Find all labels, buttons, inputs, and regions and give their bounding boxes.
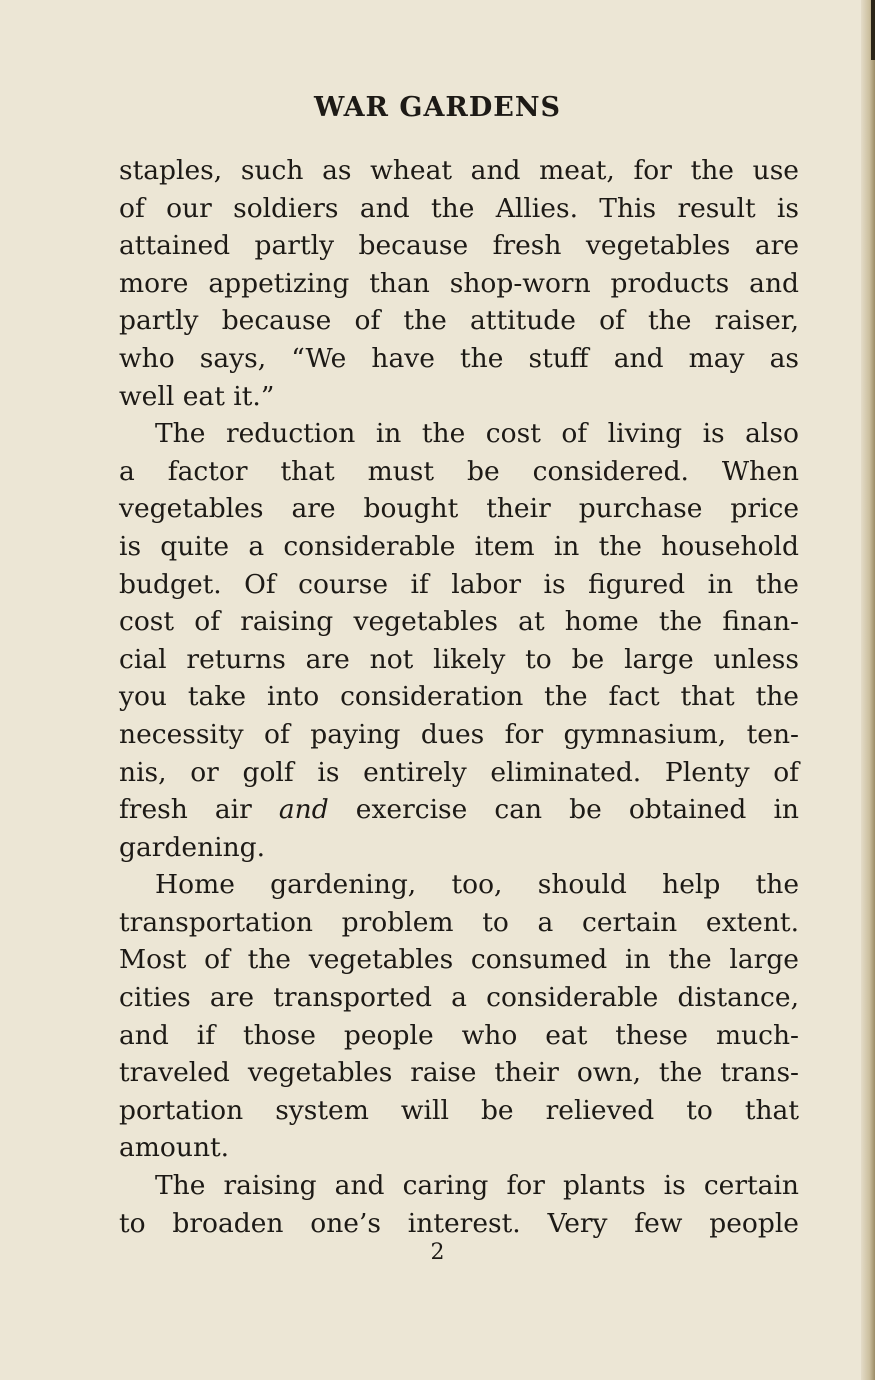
text-line: who says, “We have the stuff and may as xyxy=(119,342,799,374)
text-line: to broaden one’s interest. Very few people xyxy=(119,1207,799,1239)
text-line: vegetables are bought their purchase price xyxy=(119,493,799,525)
text-line: of our soldiers and the Allies. This result is xyxy=(119,192,799,224)
text-line xyxy=(119,791,799,829)
text-line: more appetizing than shop-worn products and xyxy=(119,267,799,299)
text-line: and if those people who eat these much- xyxy=(119,1019,799,1051)
text-line: staples, such as wheat and meat, for the use xyxy=(119,155,799,186)
text-line: amount. xyxy=(119,1132,230,1164)
text-line: traveled vegetables raise their own, the trans- xyxy=(119,1057,799,1089)
text-line: a factor that must be considered. When xyxy=(119,455,799,487)
italic-word: and xyxy=(278,794,329,826)
text-line: Most of the vegetables consumed in the large xyxy=(119,944,799,976)
text-line: is quite a considerable item in the household xyxy=(119,530,799,562)
text-line: nis, or golf is entirely eliminated. Plenty of xyxy=(119,756,799,788)
text-line: cities are transported a considerable distance, xyxy=(119,982,799,1014)
page-edge-dark-mark xyxy=(871,0,875,60)
text-segment: exercise can be obtained in xyxy=(328,794,799,826)
text-line: you take into consideration the fact that the xyxy=(119,681,799,713)
text-segment: fresh air xyxy=(119,794,279,826)
text-line: Home gardening, too, should help the xyxy=(155,869,799,901)
text-line: The reduction in the cost of living is also xyxy=(155,418,799,450)
text-line: attained partly because fresh vegetables are xyxy=(119,230,799,262)
text-line: necessity of paying dues for gymnasium, ten- xyxy=(119,718,799,750)
text-line: transportation problem to a certain extent. xyxy=(119,906,799,938)
text-line: partly because of the attitude of the raiser, xyxy=(119,305,799,337)
body-text xyxy=(119,152,799,1242)
text-line: The raising and caring for plants is certain xyxy=(155,1170,799,1202)
text-line: budget. Of course if labor is figured in the xyxy=(119,568,799,600)
text-line: well eat it.” xyxy=(119,380,275,412)
running-header: WAR GARDENS xyxy=(314,92,561,123)
text-line: cial returns are not likely to be large unless xyxy=(119,643,799,675)
text-line: portation system will be relieved to that xyxy=(119,1094,799,1126)
text-line: gardening. xyxy=(119,831,266,863)
page-edge-shadow xyxy=(861,0,875,1380)
text-line: cost of raising vegetables at home the finan- xyxy=(119,606,799,638)
page-number: 2 xyxy=(430,1240,445,1265)
